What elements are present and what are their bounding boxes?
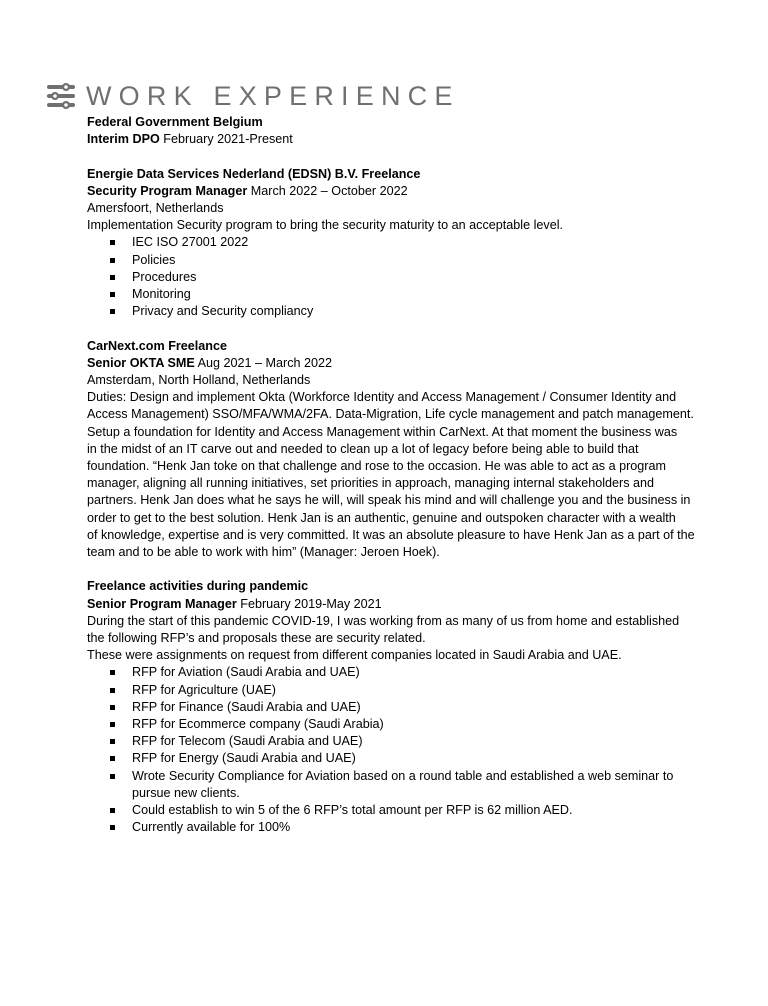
list-item: Currently available for 100% [87, 819, 727, 836]
role-line [87, 131, 727, 148]
role-period: February 2019-May 2021 [240, 596, 382, 611]
description-line: foundation. “Henk Jan toke on that challenge and rose to the occasion. He was able to act as a program [87, 459, 666, 474]
bullet-list [87, 664, 727, 836]
bullet-list [87, 234, 727, 320]
description-line: Setup a foundation for Identity and Access Management within CarNext. At that moment the business was [87, 424, 678, 439]
work-experience-list [87, 114, 727, 854]
list-item: RFP for Aviation (Saudi Arabia and UAE) [87, 664, 727, 681]
description-line: Access Management) SSO/MFA/WMA/2FA. Data-Migration, Life cycle management and patch management. [87, 407, 694, 422]
role-period: February 2021-Present [163, 132, 293, 147]
list-item: RFP for Agriculture (UAE) [87, 682, 727, 699]
section-title: WORK EXPERIENCE [86, 80, 460, 111]
list-item: Privacy and Security compliancy [87, 303, 727, 320]
list-item: Monitoring [87, 286, 727, 303]
role-line [87, 596, 727, 613]
job-description: Implementation Security program to bring the security maturity to an acceptable level. [87, 218, 563, 233]
job-entry [87, 114, 727, 148]
description-line: During the start of this pandemic COVID-19, I was working from as many of us from home and established [87, 613, 680, 628]
job-description [87, 389, 727, 561]
company-name: Energie Data Services Nederland (EDSN) B.V. Freelance [87, 166, 421, 181]
description-line: partners. Henk Jan does what he says he will, will speak his mind and will challenge you and the business in [87, 493, 691, 508]
job-entry [87, 578, 727, 836]
sliders-icon [46, 81, 76, 111]
role-title: Senior Program Manager [87, 596, 237, 611]
list-item: RFP for Energy (Saudi Arabia and UAE) [87, 750, 727, 767]
role-title: Security Program Manager [87, 183, 248, 198]
company-name: CarNext.com Freelance [87, 338, 227, 353]
description-line: order to get to the best solution. Henk Jan is an authentic, genuine and outspoken character with a wealth [87, 510, 676, 525]
list-item: Wrote Security Compliance for Aviation based on a round table and established a web seminar to pursue new clients. [87, 768, 727, 802]
job-entry [87, 166, 727, 321]
description-line: These were assignments on request from different companies located in Saudi Arabia and UAE. [87, 648, 622, 663]
description-line: the following RFP’s and proposals these are security related. [87, 631, 426, 646]
company-name: Freelance activities during pandemic [87, 579, 309, 594]
job-entry [87, 338, 727, 562]
list-item: Procedures [87, 269, 727, 286]
list-item: IEC ISO 27001 2022 [87, 234, 727, 251]
job-location: Amsterdam, North Holland, Netherlands [87, 373, 311, 388]
company-name: Federal Government Belgium [87, 115, 263, 129]
description-line: Duties: Design and implement Okta (Workforce Identity and Access Management / Consumer Identity and [87, 390, 677, 405]
description-line: manager, aligning all running initiatives, set priorities in approach, managing internal stakeholders and [87, 476, 655, 491]
role-title: Interim DPO [87, 132, 160, 147]
role-line [87, 355, 727, 372]
list-item: RFP for Finance (Saudi Arabia and UAE) [87, 699, 727, 716]
job-description [87, 613, 727, 665]
description-line: of knowledge, expertise and is very committed. It was an absolute pleasure to have Henk Jan as a part of the [87, 527, 695, 542]
section-header [46, 80, 460, 112]
list-item: Policies [87, 252, 727, 269]
description-line: in the midst of an IT carve out and needed to clean up a lot of legacy before being able to build that [87, 441, 639, 456]
role-period: Aug 2021 – March 2022 [197, 355, 333, 370]
description-line: team and to be able to work with him” (Manager: Jeroen Hoek). [87, 545, 440, 560]
role-line [87, 183, 727, 200]
list-item: Could establish to win 5 of the 6 RFP’s total amount per RFP is 62 million AED. [87, 802, 727, 819]
list-item: RFP for Telecom (Saudi Arabia and UAE) [87, 733, 727, 750]
job-location: Amersfoort, Netherlands [87, 201, 224, 215]
role-period: March 2022 – October 2022 [250, 183, 408, 198]
list-item: RFP for Ecommerce company (Saudi Arabia) [87, 716, 727, 733]
role-title: Senior OKTA SME [87, 355, 195, 370]
